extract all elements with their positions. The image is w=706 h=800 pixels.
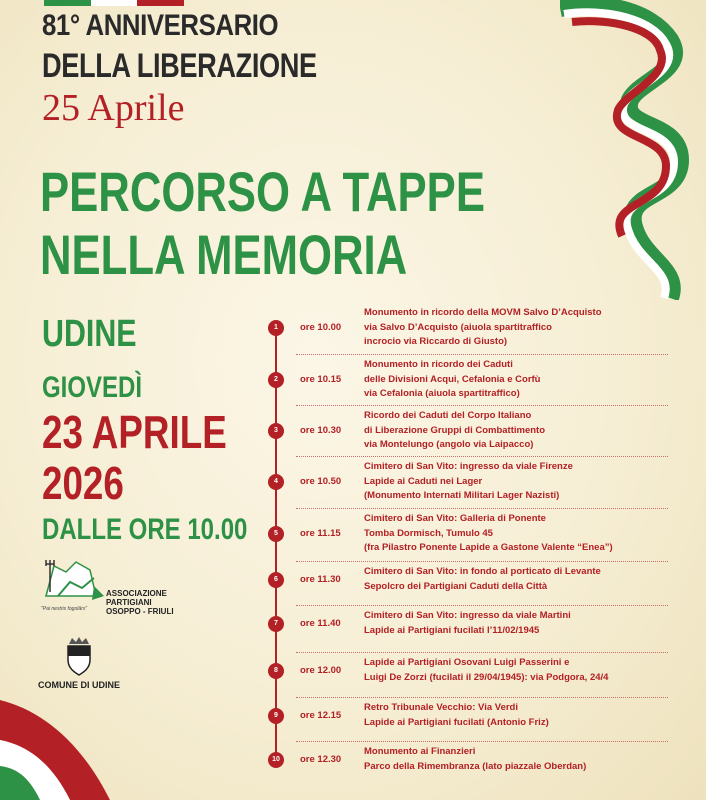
timeline-line	[275, 332, 277, 762]
stop-separator	[296, 508, 668, 509]
association-name	[106, 589, 174, 616]
stop-description-line: Cimitero di San Vito: Galleria di Ponente	[364, 513, 546, 524]
stop-number-badge: 1	[268, 320, 284, 336]
event-date-line2: 2026	[42, 457, 124, 509]
stop-description-line: Lapide ai Partigiani fucilati (Antonio Friz)	[364, 716, 549, 728]
stop-number-badge: 3	[268, 423, 284, 439]
main-title-line1: PERCORSO A TAPPE	[40, 160, 485, 223]
stop-description	[364, 306, 664, 350]
stop-description	[364, 460, 664, 504]
flag-strip	[44, 0, 184, 6]
stop-description-line: via Salvo D’Acquisto (aiuola spartitraffico	[364, 321, 552, 333]
stop-number-badge: 10	[268, 752, 284, 768]
event-start-time: DALLE ORE 10.00	[42, 513, 248, 546]
stop-description-line: (Monumento Internati Militari Lager Nazisti)	[364, 490, 560, 501]
association-line1: ASSOCIAZIONE	[106, 589, 167, 598]
stop-description-line: Lapide ai Partigiani Osovani Luigi Passerini e	[364, 657, 570, 668]
stop-description	[364, 512, 664, 556]
anniversary-heading: 81° ANNIVERSARIO	[42, 9, 279, 42]
event-date-line1: 23 APRILE	[42, 406, 227, 458]
stop-description-line: Ricordo dei Caduti del Corpo Italiano	[364, 410, 532, 421]
event-day: GIOVEDÌ	[42, 371, 143, 404]
stop-description-line: Retro Tribunale Vecchio: Via Verdi	[364, 702, 518, 713]
comune-name: COMUNE DI UDINE	[38, 680, 121, 690]
stop-description-line: Cimitero di San Vito: ingresso da viale Firenze	[364, 461, 573, 472]
stop-description	[364, 701, 664, 730]
stop-separator	[296, 741, 668, 742]
stop-number-badge: 9	[268, 708, 284, 724]
stop-description	[364, 409, 664, 453]
stop-description-line: delle Divisioni Acqui, Cefalonia e Corfù	[364, 373, 541, 385]
stop-description-line: Parco della Rimembranza (lato piazzale Oberdan)	[364, 760, 587, 772]
stop-separator	[296, 456, 668, 457]
association-line2: PARTIGIANI	[106, 598, 152, 607]
association-motto: "Pai nestris fogolârs"	[41, 606, 88, 612]
comune-crest-icon	[64, 636, 94, 676]
stop-number-badge: 5	[268, 526, 284, 542]
stop-number-badge: 4	[268, 474, 284, 490]
stop-time: ore 10.15	[300, 373, 342, 385]
stop-description-line: Monumento ai Finanzieri	[364, 746, 476, 757]
stop-description	[364, 565, 664, 594]
stop-time: ore 12.30	[300, 753, 342, 765]
event-city: UDINE	[42, 313, 137, 355]
stop-description-line: Lapide ai Caduti nei Lager	[364, 475, 483, 487]
stop-description-line: Monumento in ricordo dei Caduti	[364, 359, 513, 370]
stop-separator	[296, 405, 668, 406]
stop-time: ore 12.15	[300, 709, 342, 721]
stop-time: ore 11.40	[300, 617, 341, 629]
stop-separator	[296, 697, 668, 698]
stop-number-badge: 6	[268, 572, 284, 588]
stop-number-badge: 8	[268, 663, 284, 679]
stop-description-line: via Cefalonia (aiuola spartitraffico)	[364, 388, 520, 399]
stop-description-line: Lapide ai Partigiani fucilati l’11/02/1945	[364, 624, 540, 636]
stop-time: ore 11.15	[300, 527, 341, 539]
association-line3: OSOPPO - FRIULI	[106, 607, 174, 616]
stop-description	[364, 609, 664, 638]
stop-separator	[296, 561, 668, 562]
stop-description	[364, 358, 664, 402]
stop-description-line: Cimitero di San Vito: ingresso da viale Martini	[364, 610, 571, 621]
stop-separator	[296, 652, 668, 653]
stop-time: ore 10.50	[300, 475, 342, 487]
stop-time: ore 10.00	[300, 321, 342, 333]
stop-time: ore 10.30	[300, 424, 342, 436]
stop-description-line: (fra Pilastro Ponente Lapide a Gastone Valente “Enea”)	[364, 542, 613, 553]
stop-separator	[296, 354, 668, 355]
stop-description-line: Cimitero di San Vito: in fondo al porticato di Levante	[364, 566, 601, 577]
stop-separator	[296, 605, 668, 606]
stop-number-badge: 2	[268, 372, 284, 388]
stop-time: ore 12.00	[300, 664, 342, 676]
stop-number-badge: 7	[268, 616, 284, 632]
stop-description	[364, 656, 664, 685]
stop-description	[364, 745, 664, 774]
stop-description-line: Monumento in ricordo della MOVM Salvo D’Acquisto	[364, 307, 602, 318]
liberation-heading: DELLA LIBERAZIONE	[42, 47, 317, 85]
date-script: 25 Aprile	[42, 87, 185, 129]
stop-description-line: Luigi De Zorzi (fucilati il 29/04/1945): via Podgora, 24/4	[364, 671, 609, 683]
stop-description-line: Tomba Dormisch, Tumulo 45	[364, 527, 493, 539]
stop-description-line: incrocio via Riccardo di Giusto)	[364, 336, 508, 347]
stop-description-line: di Liberazione Gruppi di Combattimento	[364, 424, 546, 436]
stop-description-line: via Montelungo (angolo via Laipacco)	[364, 439, 534, 450]
stop-description-line: Sepolcro dei Partigiani Caduti della Città	[364, 580, 548, 592]
tricolor-ribbon-icon	[560, 0, 706, 300]
osoppo-association-logo-icon	[40, 552, 106, 608]
main-title-line2: NELLA MEMORIA	[40, 223, 408, 286]
stop-time: ore 11.30	[300, 573, 341, 585]
